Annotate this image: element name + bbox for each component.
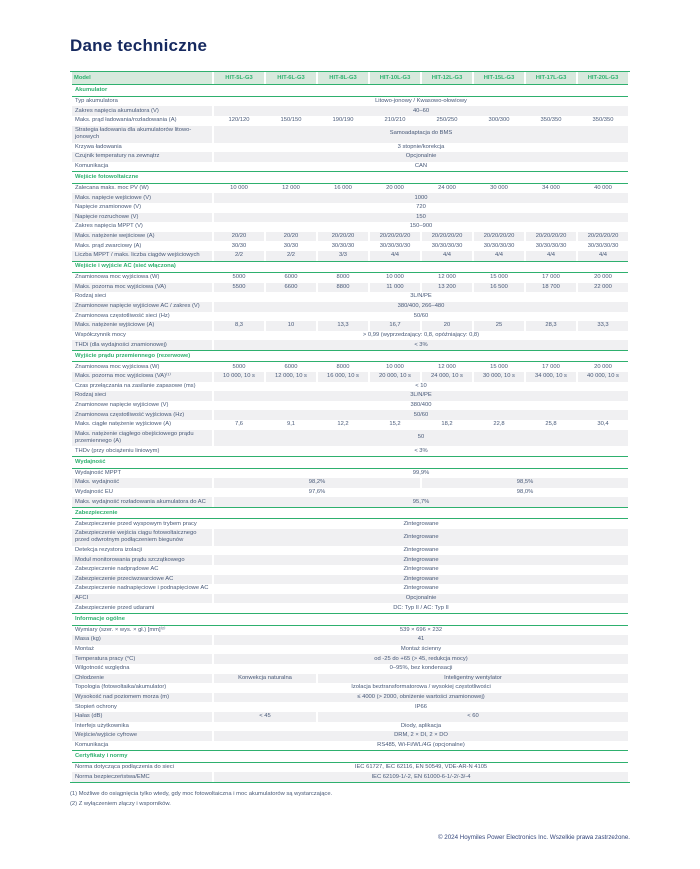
spec-row bbox=[72, 488, 628, 498]
spec-row bbox=[72, 420, 628, 430]
spec-value: 300/300 bbox=[488, 117, 510, 124]
spec-value: < 60 bbox=[318, 712, 628, 722]
spec-label: Maks. natężenie wejściowe (A) bbox=[72, 232, 212, 242]
spec-value: 16,7 bbox=[370, 321, 420, 331]
spec-row bbox=[72, 763, 628, 773]
spec-label: Krzywa ładowania bbox=[75, 143, 122, 150]
spec-label: Maks. napięcie wejściowe (V) bbox=[72, 193, 212, 203]
model-header-label: Model bbox=[72, 72, 212, 84]
spec-row bbox=[72, 603, 628, 613]
spec-row bbox=[72, 362, 628, 372]
spec-value: 5000 bbox=[232, 363, 246, 370]
model-column-header: HIT-5L-G3 bbox=[214, 72, 264, 84]
section-title: Wejście fotowoltaiczne bbox=[72, 171, 628, 183]
spec-row bbox=[72, 702, 628, 712]
section-title: Informacje ogólne bbox=[72, 613, 628, 625]
model-column-header: HIT-6L-G3 bbox=[266, 72, 316, 84]
spec-value: 13 200 bbox=[422, 283, 472, 293]
spec-row bbox=[72, 478, 628, 488]
model-header-row bbox=[72, 72, 628, 84]
spec-value: 350/350 bbox=[592, 117, 614, 124]
spec-value: 20 000 bbox=[386, 184, 404, 191]
spec-value: 25 bbox=[474, 321, 524, 331]
spec-value: 16 500 bbox=[474, 283, 524, 293]
spec-value: < 3% bbox=[414, 447, 428, 454]
spec-value: 2/2 bbox=[266, 251, 316, 261]
footnote-1: (1) Możliwe do osiągnięcia tylko wtedy, gdy moc fotowoltaiczna i moc akumulatorów są wystarczające. bbox=[70, 791, 333, 798]
spec-value: < 3% bbox=[214, 340, 628, 350]
spec-row bbox=[72, 565, 628, 575]
spec-row bbox=[72, 772, 628, 782]
spec-value: 15 000 bbox=[490, 363, 508, 370]
spec-label: Znamionowa moc wyjściowa (W) bbox=[75, 363, 160, 370]
spec-value: 30 000 bbox=[490, 184, 508, 191]
spec-row bbox=[72, 372, 628, 382]
spec-value: Zintegrowane bbox=[403, 566, 439, 573]
spec-label: Zabezpieczenie przed udarami bbox=[75, 604, 155, 611]
spec-row bbox=[72, 184, 628, 194]
spec-value: 4/4 bbox=[578, 251, 628, 261]
section-title: Wejście i wyjście AC (sieć włączona) bbox=[72, 261, 628, 273]
spec-value: 3L/N/PE bbox=[214, 391, 628, 401]
spec-value: 10 000 bbox=[386, 274, 404, 281]
spec-value: od -25 do +65 (> 45, redukcja mocy) bbox=[214, 654, 628, 664]
spec-label: Zabezpieczenie wejścia ciągu fotowoltaicznego przed odwrotnym podłączeniem biegunów bbox=[72, 529, 212, 546]
spec-row bbox=[72, 469, 628, 479]
spec-value: 18 700 bbox=[526, 283, 576, 293]
spec-value: 12 000 bbox=[282, 184, 300, 191]
spec-row bbox=[72, 222, 628, 232]
spec-value: 4/4 bbox=[526, 251, 576, 261]
spec-label: Moduł monitorowania prądu szczątkowego bbox=[72, 555, 212, 565]
spec-value: < 10 bbox=[415, 382, 427, 389]
spec-row bbox=[72, 594, 628, 604]
spec-value: 12 000 bbox=[438, 363, 456, 370]
spec-label: Norma bezpieczeństwa/EMC bbox=[72, 772, 212, 782]
spec-label: Rodzaj sieci bbox=[72, 391, 212, 401]
spec-value: 10 000 bbox=[230, 184, 248, 191]
spec-value: 20 000, 10 s bbox=[370, 372, 420, 382]
section-title: Certyfikaty i normy bbox=[72, 750, 628, 762]
spec-value: 350/350 bbox=[540, 117, 562, 124]
section-header-row bbox=[72, 750, 628, 762]
section-title: Akumulator bbox=[72, 84, 628, 96]
spec-value: 5000 bbox=[232, 274, 246, 281]
spec-row bbox=[72, 213, 628, 223]
spec-value: 3L/N/PE bbox=[410, 293, 432, 300]
spec-value: Montaż ścienny bbox=[400, 645, 442, 652]
spec-value: 30 000, 10 s bbox=[474, 372, 524, 382]
spec-value: 34 000, 10 s bbox=[526, 372, 576, 382]
spec-label: Maks. natężenie ciągłego obejściowego prądu przemiennego (A) bbox=[72, 430, 212, 447]
spec-value: 97,6% bbox=[308, 488, 326, 495]
spec-label: Zabezpieczenie przeciwzwarciowe AC bbox=[72, 575, 212, 585]
spec-value: 0–95%, bez kondensacji bbox=[389, 665, 453, 672]
section-title: Wyjście prądu przemiennego (rezerwowe) bbox=[72, 350, 628, 362]
spec-label: Czas przełączania na zasilanie zapasowe (ms) bbox=[75, 382, 196, 389]
spec-label: Liczba MPPT / maks. liczba ciągów wejściowych bbox=[72, 251, 212, 261]
spec-label: Maks. ciągłe natężenie wyjściowe (A) bbox=[75, 421, 172, 428]
spec-value: 7,6 bbox=[234, 421, 244, 428]
spec-value: 98,5% bbox=[422, 478, 628, 488]
spec-value: 9,1 bbox=[286, 421, 296, 428]
spec-value: 250/250 bbox=[436, 117, 458, 124]
spec-value: 13,3 bbox=[318, 321, 368, 331]
spec-label: Komunikacja bbox=[75, 162, 109, 169]
spec-value: Zintegrowane bbox=[214, 555, 628, 565]
spec-label: Wydajność EU bbox=[75, 488, 113, 495]
spec-label: Wymiary (szer. × wys. × gł.) [mm]⁽²⁾ bbox=[75, 626, 166, 633]
spec-value: 33,3 bbox=[578, 321, 628, 331]
spec-row bbox=[72, 203, 628, 213]
spec-value: 28,3 bbox=[526, 321, 576, 331]
spec-label: Typ akumulatora bbox=[75, 98, 118, 105]
spec-value: 22 000 bbox=[578, 283, 628, 293]
spec-row bbox=[72, 575, 628, 585]
section-header-row bbox=[72, 171, 628, 183]
spec-label: Napięcie rozruchowe (V) bbox=[72, 213, 212, 223]
spec-value: Zintegrowane bbox=[403, 520, 439, 527]
spec-value: 3 stopnie/korekcja bbox=[397, 143, 445, 150]
spec-row bbox=[72, 97, 628, 107]
spec-value: 150/150 bbox=[280, 117, 302, 124]
page-title: Dane techniczne bbox=[70, 36, 208, 55]
spec-value: 30/30 bbox=[283, 242, 299, 249]
spec-row bbox=[72, 497, 628, 507]
spec-value: 30/30/30/30 bbox=[483, 242, 515, 249]
spec-label: Wysokość nad poziomem morza (m) bbox=[72, 693, 212, 703]
spec-label: Strategia ładowania dla akumulatorów litowo-jonowych bbox=[72, 126, 212, 143]
spec-value: 4/4 bbox=[474, 251, 524, 261]
spec-value: 539 × 696 × 232 bbox=[399, 626, 443, 633]
spec-label: Współczynnik mocy bbox=[75, 331, 126, 338]
section-header-row bbox=[72, 456, 628, 468]
spec-label: Napięcie znamionowe (V) bbox=[75, 204, 142, 211]
spec-label: Rodzaj sieci bbox=[75, 293, 107, 300]
spec-value: DC: Typ II / AC: Typ II bbox=[393, 604, 449, 611]
spec-value: 50 bbox=[214, 430, 628, 447]
spec-value: 16 000, 10 s bbox=[318, 372, 368, 382]
section-title: Zabezpieczenie bbox=[72, 507, 628, 519]
spec-value: 8000 bbox=[336, 363, 350, 370]
spec-label: THDv (przy obciążeniu liniowym) bbox=[75, 447, 160, 454]
footnote-2: (2) Z wyłączeniem złączy i wsporników. bbox=[70, 801, 171, 808]
spec-table bbox=[70, 71, 630, 783]
spec-value: 6000 bbox=[284, 363, 298, 370]
spec-value: 120/120 bbox=[228, 117, 250, 124]
spec-label: Maks. pozorna moc wyjściowa (VA)⁽¹⁾ bbox=[72, 372, 212, 382]
spec-value: Opcjonalnie bbox=[214, 594, 628, 604]
spec-row bbox=[72, 321, 628, 331]
spec-value: > 0,99 (wyprzedzający: 0,8, opóźniający: 0,8) bbox=[362, 331, 480, 338]
spec-label: Zabezpieczenie nadnapięciowe i podnapięciowe AC bbox=[75, 585, 209, 592]
copyright-footer: © 2024 Hoymiles Power Electronics Inc. Wszelkie prawa zastrzeżone. bbox=[438, 834, 630, 841]
spec-value: 190/190 bbox=[332, 117, 354, 124]
spec-value: Samoadaptacja do BMS bbox=[214, 126, 628, 143]
spec-row bbox=[72, 722, 628, 732]
spec-value: Zintegrowane bbox=[403, 547, 439, 553]
spec-label: Znamionowe napięcie wyjściowe AC / zakres (V) bbox=[72, 302, 212, 312]
spec-label: Zalecana maks. moc PV (W) bbox=[75, 184, 149, 191]
spec-value: 20/20 bbox=[266, 232, 316, 242]
spec-row bbox=[72, 302, 628, 312]
spec-label: Stopień ochrony bbox=[75, 703, 117, 710]
section-header-row bbox=[72, 350, 628, 362]
spec-row bbox=[72, 683, 628, 693]
spec-label: Komunikacja bbox=[75, 742, 109, 748]
spec-row bbox=[72, 382, 628, 392]
spec-value: 2/2 bbox=[214, 251, 264, 261]
spec-value: Zintegrowane bbox=[214, 529, 628, 546]
spec-row bbox=[72, 645, 628, 655]
spec-value: 95,7% bbox=[214, 497, 628, 507]
spec-label: Maks. natężenie wyjściowe (A) bbox=[72, 321, 212, 331]
spec-row bbox=[72, 283, 628, 293]
spec-row bbox=[72, 312, 628, 322]
spec-value: 10 000, 10 s bbox=[214, 372, 264, 382]
spec-value: DRM, 2 × DI, 2 × DO bbox=[214, 731, 628, 741]
spec-value: 25,8 bbox=[545, 421, 557, 428]
spec-row bbox=[72, 193, 628, 203]
spec-value: Opcjonalnie bbox=[214, 152, 628, 162]
spec-label: Hałas (dB) bbox=[72, 712, 212, 722]
spec-row bbox=[72, 635, 628, 645]
spec-value: 50/60 bbox=[214, 410, 628, 420]
spec-value: 720 bbox=[416, 204, 426, 211]
spec-value: CAN bbox=[414, 162, 428, 169]
spec-value: 30/30/30/30 bbox=[431, 242, 463, 249]
spec-value: 24 000, 10 s bbox=[422, 372, 472, 382]
spec-value: 16 000 bbox=[334, 184, 352, 191]
spec-row bbox=[72, 273, 628, 283]
spec-value: 30/30 bbox=[231, 242, 247, 249]
spec-value: Diody, aplikacja bbox=[400, 722, 442, 729]
spec-label: Temperatura pracy (°C) bbox=[72, 654, 212, 664]
spec-label: Maks. wydajność rozładowania akumulatora do AC bbox=[72, 497, 212, 507]
spec-value: 34 000 bbox=[542, 184, 560, 191]
spec-value: Konwekcja naturalna bbox=[214, 674, 316, 684]
spec-value: 12 000, 10 s bbox=[266, 372, 316, 382]
spec-value: 98,0% bbox=[516, 488, 534, 495]
spec-value: 20/20 bbox=[214, 232, 264, 242]
model-column-header: HIT-20L-G3 bbox=[578, 72, 628, 84]
spec-label: Znamionowe napięcie wyjściowe (V) bbox=[75, 401, 169, 408]
spec-value: 10 bbox=[266, 321, 316, 331]
spec-row bbox=[72, 712, 628, 722]
spec-value: 20 000 bbox=[594, 274, 612, 281]
spec-value: 15,2 bbox=[389, 421, 401, 428]
spec-label: Interfejs użytkownika bbox=[75, 722, 129, 729]
spec-label: Wejście/wyjście cyfrowe bbox=[72, 731, 212, 741]
spec-value: 50/60 bbox=[413, 312, 429, 319]
spec-value: 30/30/30 bbox=[331, 242, 355, 249]
spec-value: 8800 bbox=[318, 283, 368, 293]
spec-row bbox=[72, 446, 628, 456]
spec-label: Czujnik temperatury na zewnątrz bbox=[72, 152, 212, 162]
spec-value: 210/210 bbox=[384, 117, 406, 124]
spec-row bbox=[72, 654, 628, 664]
spec-value: ≤ 4000 (> 2000, obniżenie wartości znamionowej) bbox=[214, 693, 628, 703]
spec-row bbox=[72, 519, 628, 529]
spec-row bbox=[72, 430, 628, 447]
spec-value: IP66 bbox=[415, 703, 427, 710]
spec-value: 41 bbox=[214, 635, 628, 645]
spec-label: Znamionowa moc wyjściowa (W) bbox=[75, 274, 160, 281]
spec-value: 30/30/30/30 bbox=[587, 242, 619, 249]
spec-value: 24 000 bbox=[438, 184, 456, 191]
spec-value: IEC 62109-1/-2, EN 61000-6-1/-2/-3/-4 bbox=[214, 772, 628, 782]
spec-value: 99,9% bbox=[412, 469, 430, 476]
spec-label: Chłodzenie bbox=[72, 674, 212, 684]
spec-value: Litowo-jonowy / Kwasowo-ołowiowy bbox=[375, 98, 467, 105]
spec-row bbox=[72, 391, 628, 401]
spec-value: 3/3 bbox=[318, 251, 368, 261]
spec-label: Znamionowa częstotliwość wyjściowa (Hz) bbox=[72, 410, 212, 420]
spec-row bbox=[72, 529, 628, 546]
spec-label: AFCI bbox=[72, 594, 212, 604]
spec-value: 98,2% bbox=[214, 478, 420, 488]
spec-value: 18,2 bbox=[441, 421, 453, 428]
spec-label: Wydajność MPPT bbox=[75, 469, 122, 476]
spec-value: 20/20/20/20 bbox=[578, 232, 628, 242]
spec-value: 20/20/20 bbox=[318, 232, 368, 242]
spec-value: 10 000 bbox=[386, 363, 404, 370]
spec-value: 8,3 bbox=[214, 321, 264, 331]
spec-value: 20 000 bbox=[594, 363, 612, 370]
spec-label: Wilgotność względna bbox=[75, 665, 130, 672]
spec-value: Izolacja beztransformatorowa / wysokiej częstotliwości bbox=[351, 684, 491, 691]
spec-label: Norma dotycząca podłączenia do sieci bbox=[75, 764, 174, 771]
spec-row bbox=[72, 741, 628, 751]
spec-value: Zintegrowane bbox=[214, 575, 628, 585]
spec-label: Zabezpieczenie przed wyspowym trybem pracy bbox=[75, 520, 197, 527]
spec-value: 20/20/20/20 bbox=[474, 232, 524, 242]
spec-label: Zakres napięcia akumulatora (V) bbox=[72, 106, 212, 116]
spec-label: Zabezpieczenie nadprądowe AC bbox=[75, 566, 159, 573]
spec-value: 6000 bbox=[284, 274, 298, 281]
spec-value: 380/400 bbox=[410, 401, 432, 408]
footnotes bbox=[70, 789, 630, 810]
spec-row bbox=[72, 731, 628, 741]
spec-label: Topologia (fotowoltaika/akumulator) bbox=[75, 684, 167, 691]
spec-row bbox=[72, 251, 628, 261]
spec-row bbox=[72, 584, 628, 594]
spec-value: 1000 bbox=[214, 193, 628, 203]
spec-row bbox=[72, 340, 628, 350]
spec-row bbox=[72, 555, 628, 565]
spec-value: 150–900 bbox=[409, 223, 433, 230]
spec-row bbox=[72, 626, 628, 636]
spec-value: RS485, Wi-Fi/WL/4G (opcjonalne) bbox=[377, 742, 465, 748]
spec-value: 30/30/30/30 bbox=[535, 242, 567, 249]
spec-value: < 45 bbox=[214, 712, 316, 722]
spec-row bbox=[72, 116, 628, 126]
spec-value: 380/400, 266–480 bbox=[214, 302, 628, 312]
spec-label: Maks. prąd zwarciowy (A) bbox=[75, 242, 142, 249]
spec-row bbox=[72, 126, 628, 143]
spec-row bbox=[72, 152, 628, 162]
spec-row bbox=[72, 664, 628, 674]
spec-value: 20/20/20/20 bbox=[526, 232, 576, 242]
section-header-row bbox=[72, 507, 628, 519]
spec-label: Zakres napięcia MPPT (V) bbox=[75, 223, 143, 230]
spec-value: Inteligentny wentylator bbox=[318, 674, 628, 684]
spec-value: 30/30/30/30 bbox=[379, 242, 411, 249]
model-column-header: HIT-15L-G3 bbox=[474, 72, 524, 84]
model-column-header: HIT-8L-G3 bbox=[318, 72, 368, 84]
spec-value: IEC 61727, IEC 62116, EN 50549, VDE-AR-N 4105 bbox=[354, 764, 488, 771]
spec-row bbox=[72, 331, 628, 341]
spec-value: 30,4 bbox=[597, 421, 609, 428]
spec-value: 12 000 bbox=[438, 274, 456, 281]
spec-label: Montaż bbox=[75, 645, 95, 652]
spec-row bbox=[72, 674, 628, 684]
spec-value: 20 bbox=[422, 321, 472, 331]
spec-value: 150 bbox=[214, 213, 628, 223]
spec-value: 4/4 bbox=[370, 251, 420, 261]
spec-value: 8000 bbox=[336, 274, 350, 281]
section-header-row bbox=[72, 84, 628, 96]
spec-value: 20/20/20/20 bbox=[370, 232, 420, 242]
section-title: Wydajność bbox=[72, 456, 628, 468]
spec-row bbox=[72, 292, 628, 302]
spec-value: 40 000, 10 s bbox=[578, 372, 628, 382]
spec-label: Masa (kg) bbox=[72, 635, 212, 645]
spec-label: Maks. wydajność bbox=[72, 478, 212, 488]
spec-value: 11 000 bbox=[370, 283, 420, 293]
model-column-header: HIT-12L-G3 bbox=[422, 72, 472, 84]
spec-row bbox=[72, 410, 628, 420]
spec-value: Zintegrowane bbox=[403, 585, 439, 592]
spec-value: 4/4 bbox=[422, 251, 472, 261]
spec-label: Znamionowa częstotliwość sieci (Hz) bbox=[75, 312, 170, 319]
spec-value: 40–60 bbox=[214, 106, 628, 116]
spec-row bbox=[72, 241, 628, 251]
spec-value: 20/20/20/20 bbox=[422, 232, 472, 242]
spec-row bbox=[72, 401, 628, 411]
spec-value: 6600 bbox=[266, 283, 316, 293]
spec-label: Detekcja rezystora izolacji bbox=[75, 547, 143, 553]
section-header-row bbox=[72, 613, 628, 625]
spec-value: 17 000 bbox=[542, 363, 560, 370]
spec-row bbox=[72, 232, 628, 242]
model-column-header: HIT-10L-G3 bbox=[370, 72, 420, 84]
spec-label: Maks. pozorna moc wyjściowa (VA) bbox=[72, 283, 212, 293]
spec-label: THDi (dla wydajności znamionowej) bbox=[72, 340, 212, 350]
spec-row bbox=[72, 162, 628, 172]
model-column-header: HIT-17L-G3 bbox=[526, 72, 576, 84]
spec-value: 5500 bbox=[214, 283, 264, 293]
spec-value: 15 000 bbox=[490, 274, 508, 281]
spec-value: 17 000 bbox=[542, 274, 560, 281]
spec-row bbox=[72, 143, 628, 153]
spec-row bbox=[72, 546, 628, 556]
spec-label: Maks. prąd ładowania/rozładowania (A) bbox=[75, 117, 177, 124]
spec-value: 40 000 bbox=[594, 184, 612, 191]
spec-row bbox=[72, 693, 628, 703]
spec-value: 12,2 bbox=[337, 421, 349, 428]
spec-value: 22,8 bbox=[493, 421, 505, 428]
section-header-row bbox=[72, 261, 628, 273]
spec-row bbox=[72, 106, 628, 116]
